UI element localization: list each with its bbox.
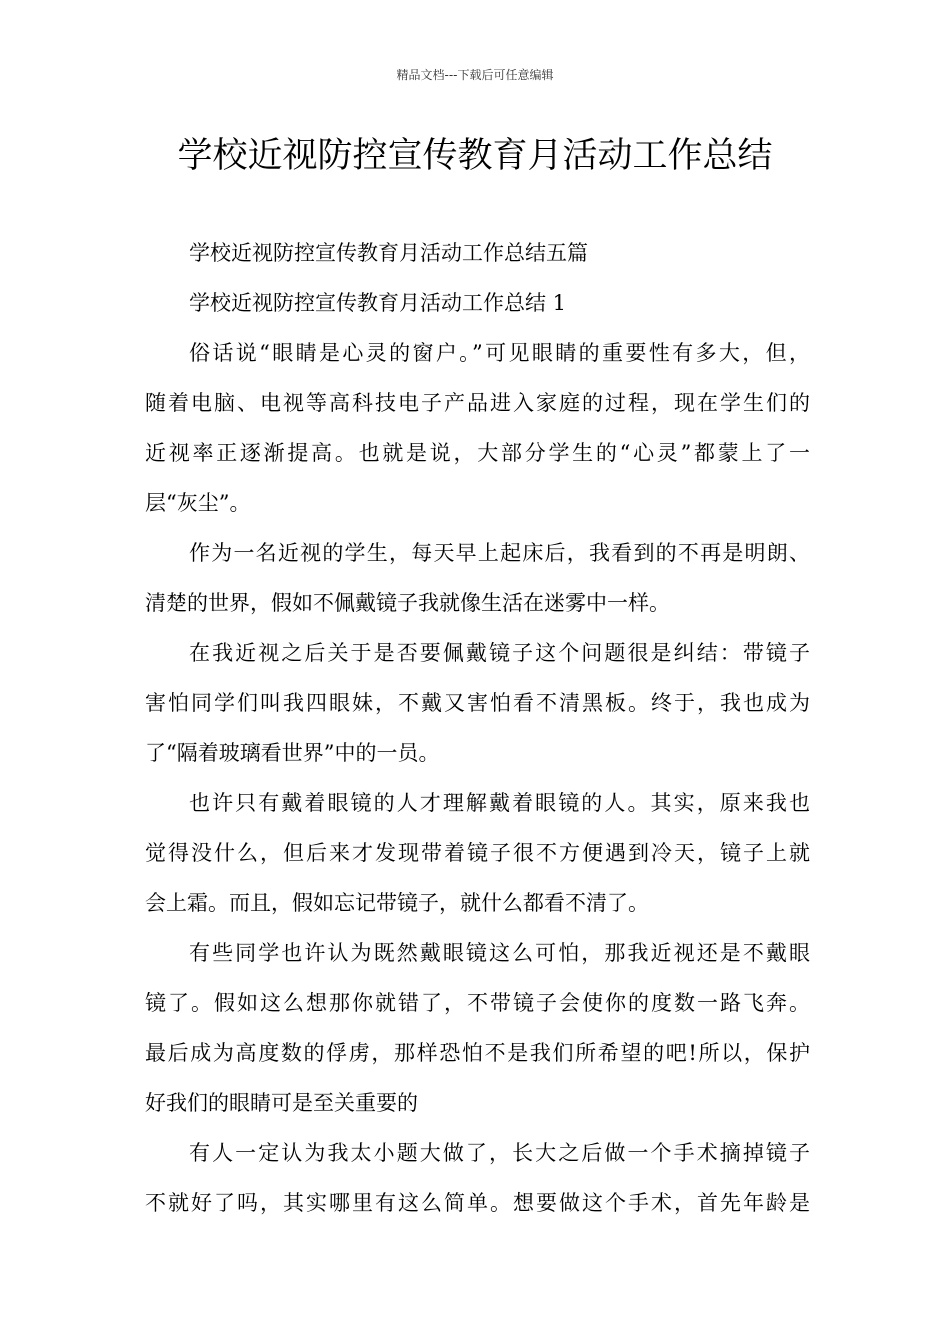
text-line-content: 近视率正逐渐提高。也就是说，大部分学生的“心灵”都蒙上了一 <box>145 441 810 465</box>
text-line <box>145 1078 810 1128</box>
text-line-content: 也许只有戴着眼镜的人才理解戴着眼镜的人。其实，原来我也 <box>189 791 810 815</box>
text-line-content: 俗话说“眼睛是心灵的窗户。”可见眼睛的重要性有多大，但， <box>189 341 810 365</box>
text-line-content: 不就好了吗，其实哪里有这么简单。想要做这个手术，首先年龄是 <box>145 1191 810 1215</box>
text-line <box>145 878 810 928</box>
text-line-content: 层“灰尘”。 <box>145 491 251 515</box>
header-note: 精品文档---下载后可任意编辑 <box>396 68 554 82</box>
text-line <box>145 778 810 828</box>
text-line <box>145 1178 810 1228</box>
text-line-content: 会上霜。而且，假如忘记带镜子，就什么都看不清了。 <box>145 891 649 915</box>
text-line-content: 有人一定认为我太小题大做了，长大之后做一个手术摘掉镜子 <box>189 1141 810 1165</box>
text-line <box>145 428 810 478</box>
text-line <box>145 278 810 328</box>
text-line <box>145 578 810 628</box>
text-line-content: 有些同学也许认为既然戴眼镜这么可怕，那我近视还是不戴眼 <box>189 941 810 965</box>
text-line <box>145 978 810 1028</box>
text-line <box>145 928 810 978</box>
text-line <box>145 628 810 678</box>
text-line <box>145 1028 810 1078</box>
text-line <box>145 528 810 578</box>
text-line-content: 学校近视防控宣传教育月活动工作总结 1 <box>189 291 567 315</box>
text-line-content: 好我们的眼睛可是至关重要的 <box>145 1091 418 1115</box>
text-line <box>145 1128 810 1178</box>
text-line-content: 随着电脑、电视等高科技电子产品进入家庭的过程，现在学生们的 <box>145 391 810 415</box>
document-title: 学校近视防控宣传教育月活动工作总结 <box>177 136 773 176</box>
text-line-content: 作为一名近视的学生，每天早上起床后，我看到的不再是明朗、 <box>189 541 810 565</box>
text-line-content: 在我近视之后关于是否要佩戴镜子这个问题很是纠结：带镜子 <box>189 641 810 665</box>
text-line-content: 最后成为高度数的俘虏，那样恐怕不是我们所希望的吧!所以，保护 <box>145 1041 810 1065</box>
text-line <box>145 478 810 528</box>
document-body <box>145 228 810 1228</box>
text-line-content: 镜了。假如这么想那你就错了，不带镜子会使你的度数一路飞奔。 <box>145 991 810 1015</box>
text-line <box>145 678 810 728</box>
text-line-content: 了“隔着玻璃看世界”中的一员。 <box>145 741 440 765</box>
text-line-content: 觉得没什么，但后来才发现带着镜子很不方便遇到冷天，镜子上就 <box>145 841 810 865</box>
text-line <box>145 378 810 428</box>
text-line <box>145 728 810 778</box>
text-line <box>145 828 810 878</box>
text-line-content: 清楚的世界，假如不佩戴镜子我就像生活在迷雾中一样。 <box>145 591 670 615</box>
text-line-content: 害怕同学们叫我四眼妹，不戴又害怕看不清黑板。终于，我也成为 <box>145 691 810 715</box>
text-line <box>145 228 810 278</box>
text-line <box>145 328 810 378</box>
text-line-content: 学校近视防控宣传教育月活动工作总结五篇 <box>189 241 588 265</box>
